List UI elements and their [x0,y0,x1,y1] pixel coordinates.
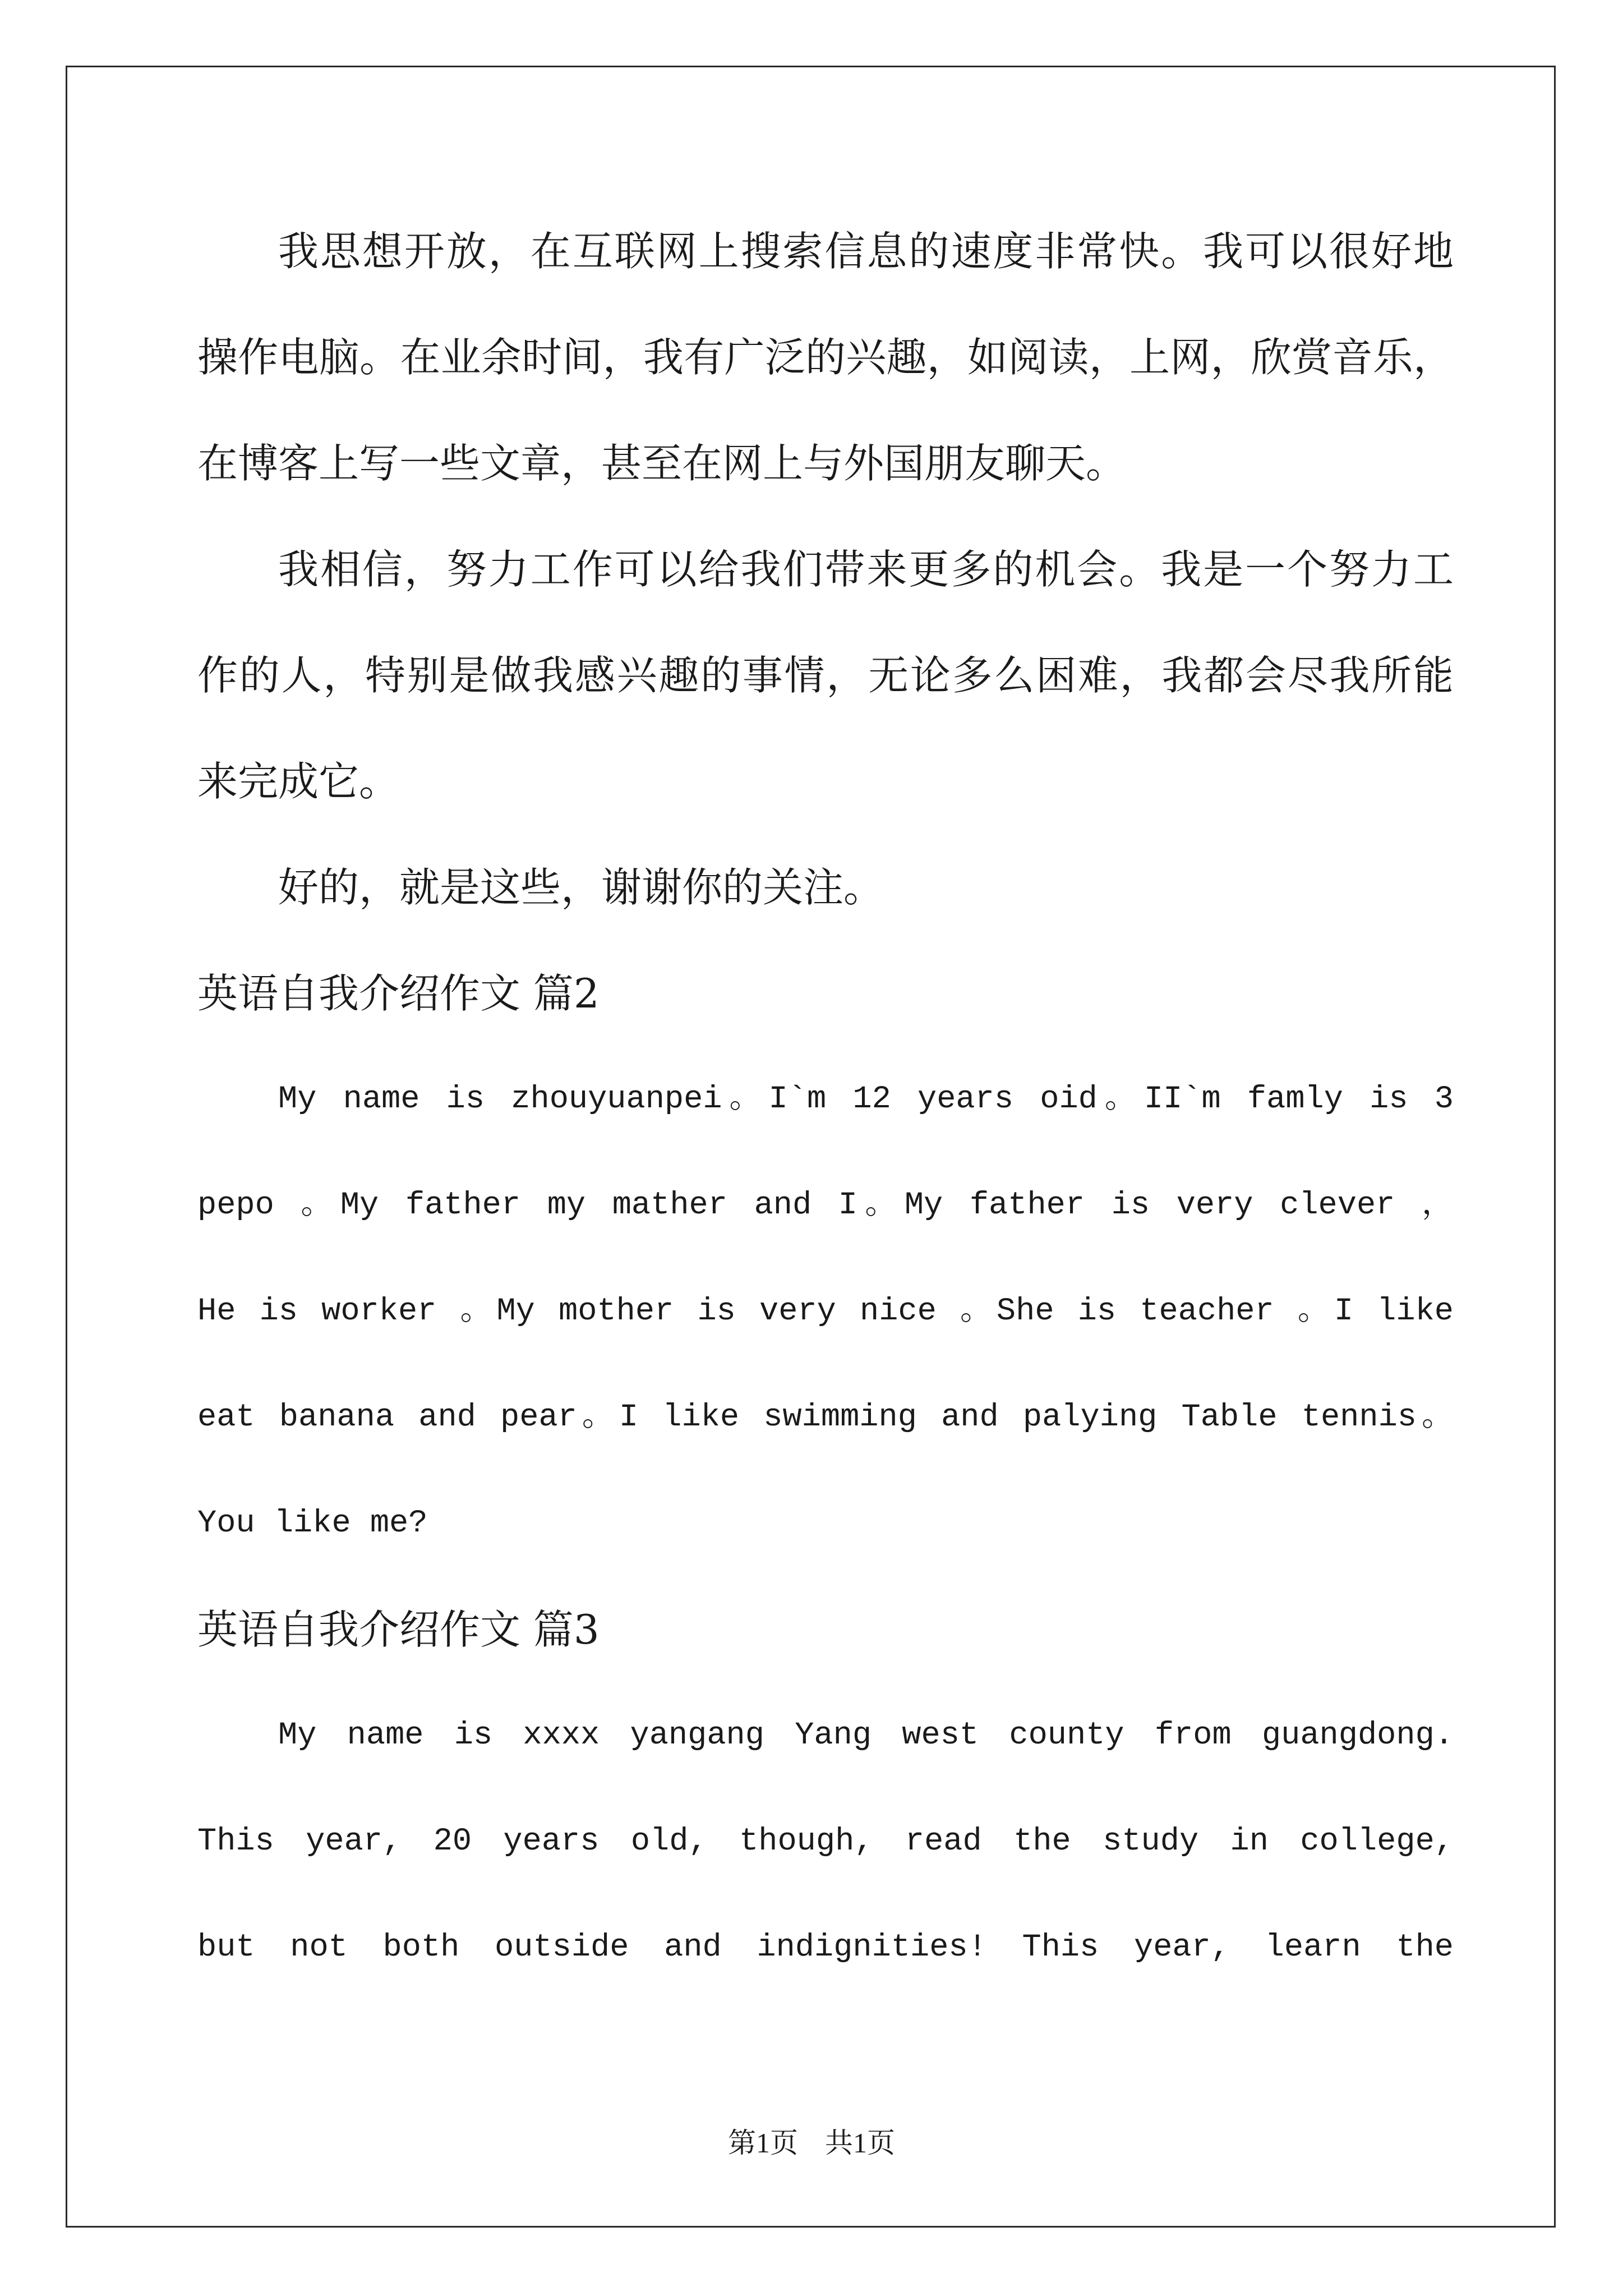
paragraph-line: 好的，就是这些，谢谢你的关注。 [278,864,884,911]
paragraph-line: My name is xxxx yangang Yang west county from guangdong. [278,1718,1454,1754]
paragraph [197,835,1454,941]
paragraph [197,1047,1454,1577]
page-footer [0,2126,1623,2160]
section [197,941,1454,1577]
section-heading: 英语自我介绍作文 篇2 [197,970,600,1017]
paragraph-line: You like me? [197,1506,428,1542]
paragraph-line: 在博客上写一些文章，甚至在网上与外国朋友聊天。 [197,440,1127,487]
page-content [197,199,1454,2001]
section-heading: 英语自我介绍作文 篇3 [197,1606,600,1653]
paragraph-line: 操作电脑。在业余时间，我有广泛的兴趣，如阅读，上网，欣赏音乐， [197,334,1454,381]
page-total: 共1页 [825,2127,895,2159]
paragraph-line: My name is zhouyuanpei。I`m 12 years oid。II`m famly is 3 [278,1082,1454,1117]
paragraph [197,1683,1454,2001]
paragraph-line: He is worker 。My mother is very nice 。She is teacher 。I like [197,1294,1454,1329]
paragraph-line: 作的人，特别是做我感兴趣的事情，无论多么困难，我都会尽我所能 [197,652,1454,699]
page-number: 第1页 [728,2127,798,2159]
paragraph-line: 来完成它。 [197,758,400,805]
paragraph-line: 我相信，努力工作可以给我们带来更多的机会。我是一个努力工 [278,546,1454,593]
paragraph-line: 我思想开放，在互联网上搜索信息的速度非常快。我可以很好地 [278,228,1454,275]
paragraph [197,517,1454,835]
paragraph-line: This year, 20 years old, though, read the study in college, [197,1824,1454,1860]
paragraph-line: but not both outside and indignities! This year, learn the [197,1930,1454,1966]
paragraph-line: eat banana and pear。I like swimming and palying Table tennis。 [197,1400,1454,1435]
section [197,1577,1454,2001]
paragraph [197,199,1454,517]
paragraph-line: pepo 。My father my mather and I。My father is very clever ， [197,1188,1454,1223]
